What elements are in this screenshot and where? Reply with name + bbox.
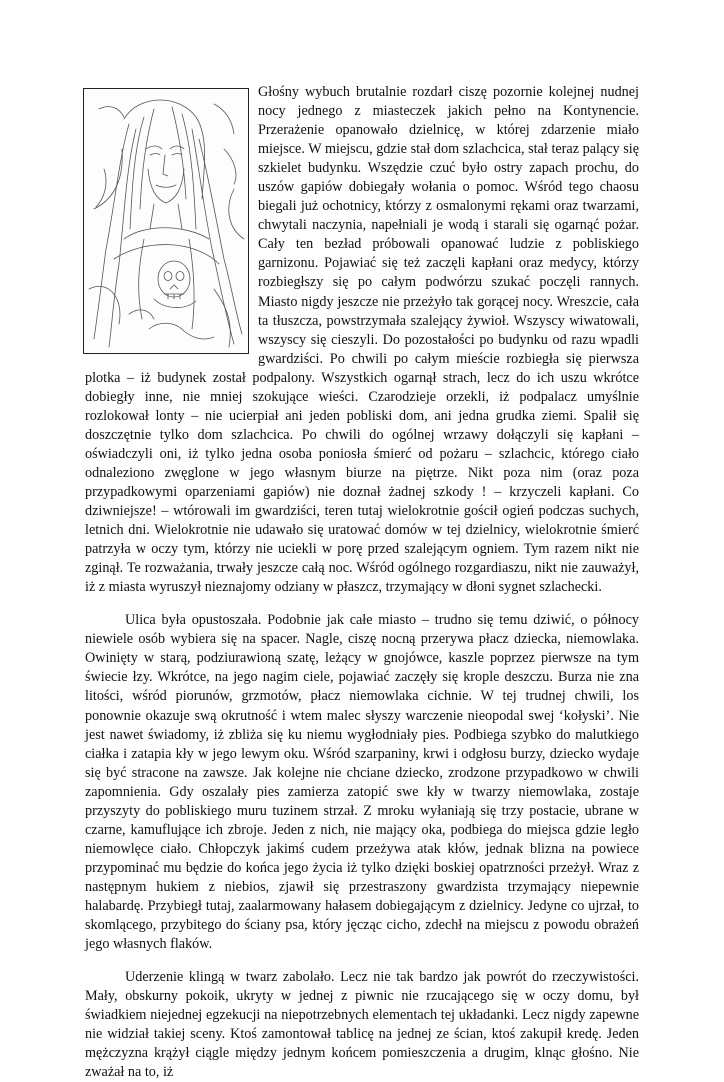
paragraph-2: Ulica była opustoszała. Podobnie jak całe miasto – trudno się temu dziwić, o północy niewiele osób wybiera się na spacer. Nagle, ciszę nocną przerywa płacz dziecka, niemowlaka. Owinięty w starą, podziurawioną szatę, leżący w gnojówce, kaszle poprzez pierwsze na tym świecie łzy. Wkrótce, na jego nagim ciele, pojawiać zaczęły się krople deszczu. Burza nie zna litości, wśród piorunów, grzmotów, płacz niemowlaka cichnie. W tej trudnej chwili, los ponownie okazuje swą okrutność i wtem malec słyszy warczenie nieopodal swej ‘kołyski’. Nie jest nawet świadomy, iż zbliża się ku niemu wygłodniały pies. Podbiega szybko do malutkiego ciałka i zatapia kły w jego lewym oku. Wśród szarpaniny, krwi i odgłosu burzy, dziecko wydaje się być stracone na zawsze. Jak kolejne nie chciane dziecko, zrodzone przypadkowo w chwili zapomnienia. Gdy oszalały pies zamierza zatopić swe kły w twarzy niemowlaka, zostaje przyszyty do pobliskiego muru tuzinem strzał. Z mroku wyłaniają się trzy postacie, ubrane w czarne, kamuflujące ich zbroje. Jeden z nich, nie mający oka, podbiega do miejsca gdzie legło niemowlęce ciało. Chłopczyk jakimś cudem przeżywa atak kłów, jednak blizna na powiece przypominać mu będzie do końca jego życia iż tylko dzięki boskiej opatrzności przeżył. Wraz z następnym hukiem z niebios, zjawił się przestraszony gwardzista trzymający niepewnie halabardę. Przybiegł tutaj, zaalarmowany hałasem dobiegającym z dzielnicy. Jedyne co ujrzał, to skomlącego, przybitego do ściany psa, który jęcząc cicho, zdechł na miejscu z powodu obrażeń jego własnych flaków. [85, 612, 639, 953]
paragraph-3: Uderzenie klingą w twarz zabolało. Lecz nie tak bardzo jak powrót do rzeczywistości. Mały, obskurny pokoik, ukryty w jednej z piwnic nie rzucającego się w oczy domu, był świadkiem niejednej egzekucji na niepotrzebnych elementach tej układanki. Lecz nigdy zapewne nie widział takiej sceny. Ktoś zamontował tablicę na jednej ze ścian, ktoś zakupił kredę. Jeden mężczyzna krążył ciągle między jednym końcem pomieszczenia a drugim, klnąc głośno. Nie zważał na to, iż [85, 969, 639, 1081]
illustration-text-wrap [85, 83, 258, 359]
story-text [85, 83, 639, 1082]
paragraph-1: Głośny wybuch brutalnie rozdarł ciszę pozornie kolejnej nudnej nocy jednego z miasteczek jakich pełno na Kontynencie. Przerażenie opanowało dzielnicę, w której zdarzenie miało miejsce. W miejscu, gdzie stał dom szlachcica, stał teraz palący się szkielet budynku. Wszędzie czuć było ostry zapach prochu, do uszów gapiów dobiegały wołania o pomoc. Wśród tego chaosu biegali już ochotnicy, którzy z osmalonymi rękami oraz twarzami, chwytali naczynia, napełniali je wodą i starali się ogarnąć pożar. Cały ten bezład próbowali opanować ludzie z pobliskiego garnizonu. Pojawiać się też zaczęli kapłani oraz medycy, którzy rozbiegłszy się po całym podwórzu szukać poczęli rannych. Miasto nigdy jeszcze nie przeżyło tak gorącej nocy. Wreszcie, cała ta tłuszcza, powstrzymała szalejący żywioł. Wszyscy wiwatowali, wszyscy się cieszyli. Do pozostałości po budynku od razu wpadli gwardziści. Po chwili po całym mieście rozbiegła się pierwsza plotka – iż budynek został podpalony. Wszystkich ogarnął strach, lecz do ich uszu wkrótce dobiegły inne, nie mniej szokujące wieści. Czarodzieje orzekli, iż podpalacz umyślnie rozlokował lonty – nie ucierpiał ani jeden pobliski dom, ani jedna grudka ziemi. Spalił się doszczętnie tylko dom szlachcica. Po chwili do ogólnej wrzawy dołączyli się kapłani – oświadczyli oni, iż tylko jedna osoba poniosła śmierć od pożaru – szlachcic, którego ciało odnaleziono zwęglone w jego własnym biurze na piętrze. Nikt poza nim (oraz poza przypadkowymi oparzeniami gapiów) nie doznał żadnej szkody ! – krzyczeli kapłani. Co dziwniejsze! – wtórowali im gwardziści, teren tutaj wielokrotnie gościł ogień podczas suchych, letnich dni. Wielokrotnie nie udawało się uratować domów w tej dzielnicy, wielokrotnie śmierć patrzyła w oczy tym, którzy nie uciekli w porę przed szalejącym ogniem. Tym razem nikt nie zginął. Te rozważania, trwały jeszcze całą noc. Wśród ogólnego rozgardiaszu, nikt nie zauważył, iż z miasta wyruszył nieznajomy odziany w płaszcz, trzymający w dłoni sygnet szlachecki. [85, 84, 639, 596]
